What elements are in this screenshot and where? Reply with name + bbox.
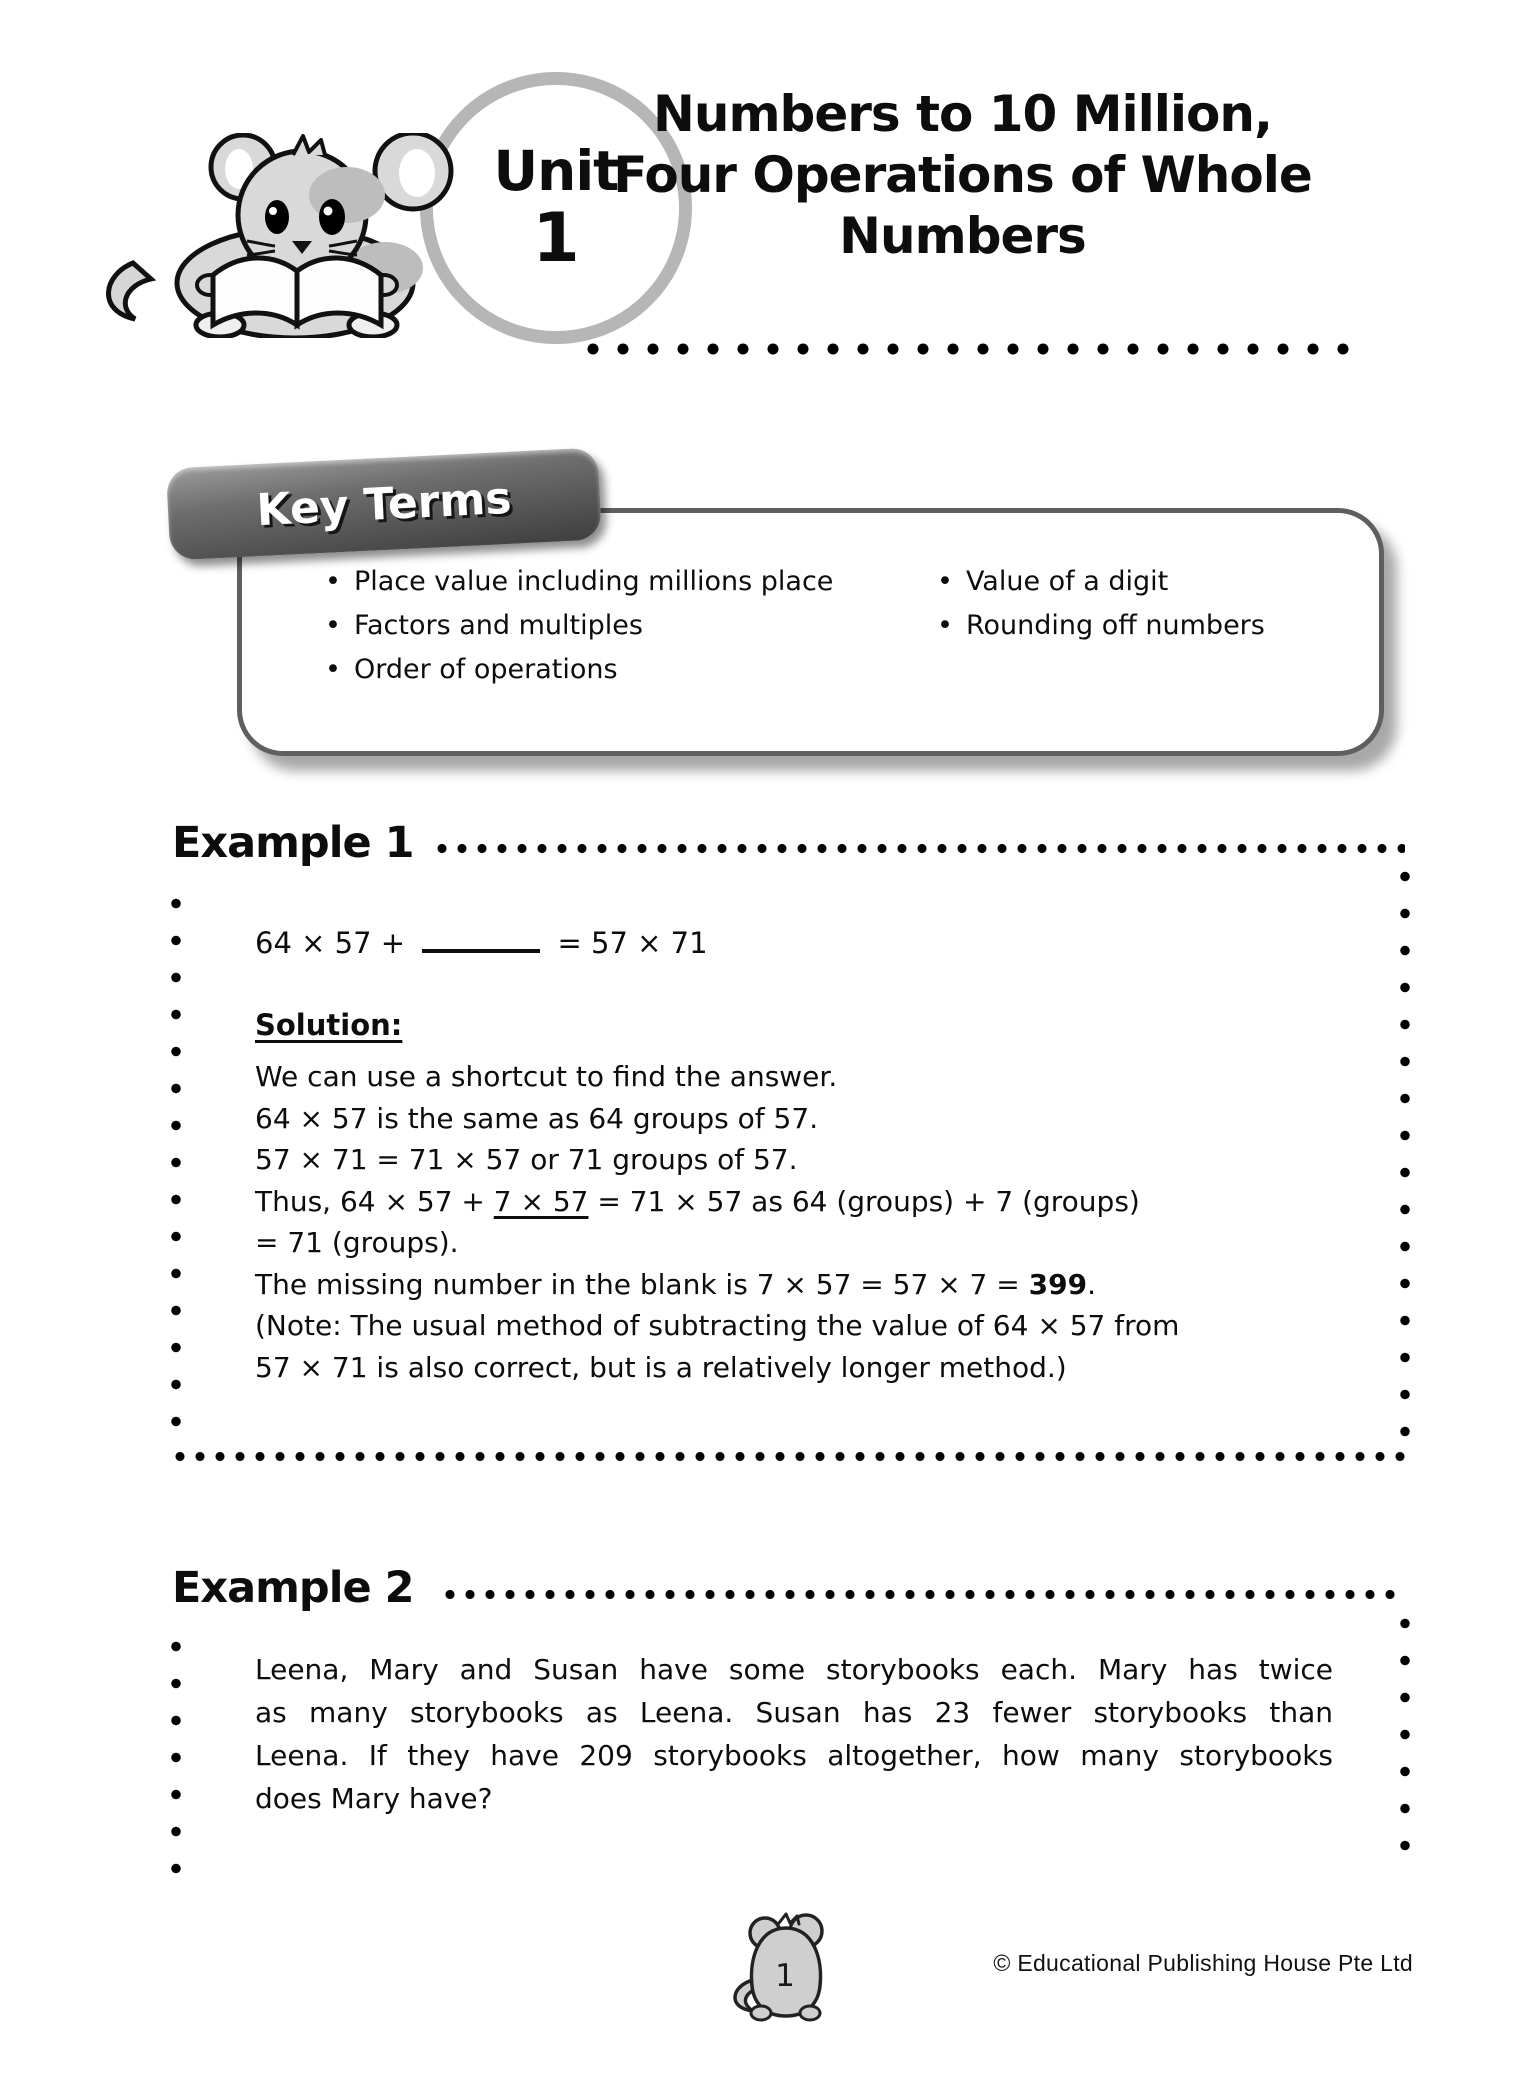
text-line bbox=[255, 1139, 1245, 1181]
text-segment: 57 × 71 = 71 × 57 or 71 groups of 57. bbox=[255, 1143, 798, 1176]
unit-number: 1 bbox=[532, 198, 580, 278]
example-2-problem-line: does Mary have? bbox=[255, 1782, 493, 1815]
text-segment: (Note: The usual method of subtracting the value of 64 × 57 from bbox=[255, 1309, 1180, 1342]
example-1-body bbox=[255, 915, 1245, 1388]
key-terms-list bbox=[237, 560, 1374, 692]
text-segment: . bbox=[1087, 1267, 1096, 1301]
text-line bbox=[255, 1056, 1245, 1098]
key-term-item: • Factors and multiples bbox=[325, 604, 937, 648]
text-line bbox=[255, 1347, 1245, 1389]
key-term-item: • Rounding off numbers bbox=[937, 604, 1374, 648]
example-1-problem bbox=[255, 923, 1245, 963]
text-line bbox=[255, 923, 1245, 963]
example-1-frame-right-dots bbox=[1399, 858, 1411, 1446]
title-dotted-divider bbox=[578, 342, 1360, 356]
example-1-solution bbox=[255, 1056, 1245, 1388]
example-2-problem bbox=[255, 1642, 1333, 1820]
example-2-frame-right-dots bbox=[1399, 1605, 1411, 1875]
text-line bbox=[255, 1264, 1245, 1306]
key-terms-column-1 bbox=[237, 560, 937, 692]
page-title-line: Numbers bbox=[839, 207, 1086, 265]
example-2-problem-line: Leena, Mary and Susan have some storybooks each. Mary has twice bbox=[255, 1653, 1333, 1686]
text-segment: = 71 (groups). bbox=[255, 1226, 459, 1259]
mouse-reading-book-illustration bbox=[95, 133, 470, 338]
page-title-line: Four Operations of Whole bbox=[613, 146, 1312, 204]
text-segment: Thus, 64 × 57 + bbox=[255, 1184, 494, 1218]
text-segment: = 71 × 57 as 64 (groups) + 7 (groups) bbox=[588, 1184, 1140, 1218]
copyright-notice: © Educational Publishing House Pte Ltd bbox=[993, 1950, 1413, 1976]
example-2-frame-top-dots bbox=[440, 1588, 1405, 1601]
answer-blank bbox=[422, 928, 540, 953]
page-title-line: Numbers to 10 Million, bbox=[653, 85, 1272, 143]
page-title bbox=[590, 84, 1335, 267]
page-number-mouse-marker bbox=[725, 1912, 845, 2024]
key-term-item: • Order of operations bbox=[325, 648, 937, 692]
key-terms-banner-label: Key Terms bbox=[255, 472, 513, 536]
key-term-item: • Place value including millions place bbox=[325, 560, 937, 604]
page-number: 1 bbox=[775, 1958, 795, 1994]
text-line bbox=[255, 1181, 1245, 1223]
text-segment: 7 × 57 bbox=[493, 1184, 589, 1218]
example-1-frame-top-dots bbox=[432, 842, 1405, 855]
text-segment: = 57 × 71 bbox=[548, 926, 708, 960]
example-2-problem-line: as many storybooks as Leena. Susan has 23 fewer storybooks than bbox=[255, 1696, 1333, 1729]
text-segment: 64 × 57 is the same as 64 groups of 57. bbox=[255, 1101, 819, 1135]
text-segment: 64 × 57 + bbox=[255, 926, 415, 960]
key-term-item: • Value of a digit bbox=[937, 560, 1374, 604]
example-1-frame-bottom-dots bbox=[170, 1450, 1410, 1463]
example-1-heading: Example 1 bbox=[172, 818, 414, 868]
key-terms-column-2 bbox=[937, 560, 1374, 692]
example-2-problem-line: Leena. If they have 209 storybooks altogether, how many storybooks bbox=[255, 1739, 1333, 1772]
example-1-frame-left-dots bbox=[170, 885, 182, 1445]
text-segment: The missing number in the blank is 7 × 57 = 57 × 7 = bbox=[255, 1267, 1029, 1301]
example-2-frame-left-dots bbox=[170, 1628, 182, 1878]
unit-label: Unit bbox=[493, 138, 619, 203]
text-line bbox=[255, 1098, 1245, 1140]
text-line bbox=[255, 1305, 1245, 1347]
text-segment: We can use a shortcut to find the answer. bbox=[255, 1060, 838, 1093]
text-segment: 399 bbox=[1028, 1267, 1088, 1301]
text-segment: 57 × 71 is also correct, but is a relatively longer method.) bbox=[255, 1350, 1067, 1384]
text-line bbox=[255, 1222, 1245, 1264]
solution-label: Solution: bbox=[255, 1008, 403, 1042]
example-2-heading: Example 2 bbox=[172, 1563, 414, 1613]
